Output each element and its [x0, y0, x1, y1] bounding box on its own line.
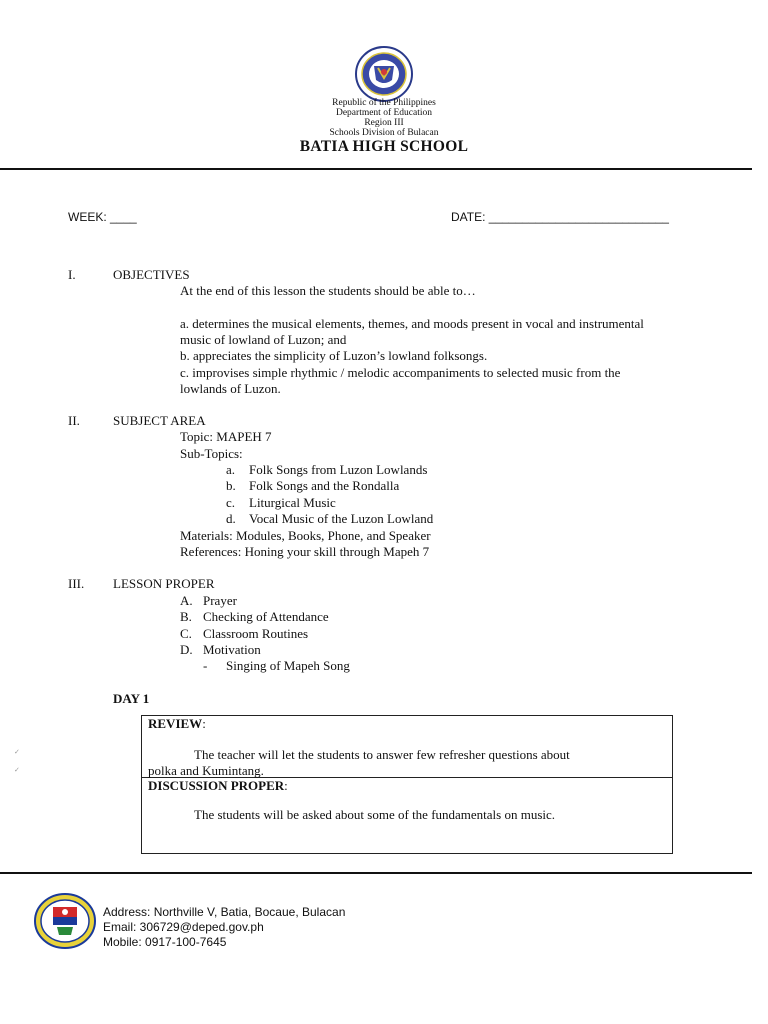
- subtopic-letter: c.: [226, 495, 236, 510]
- subtopic-item: Liturgical Music: [249, 495, 336, 510]
- footer-divider: [0, 872, 752, 874]
- day-heading: DAY 1: [113, 691, 150, 706]
- subtopic-item: Vocal Music of the Luzon Lowland: [249, 511, 434, 526]
- objectives-intro: At the end of this lesson the students should be able to…: [180, 283, 476, 298]
- discussion-label: DISCUSSION PROPER: [148, 778, 285, 793]
- subtopic-item: Folk Songs and the Rondalla: [249, 478, 400, 493]
- review-text-line2: polka and Kumintang.: [148, 763, 264, 778]
- objective-b: b. appreciates the simplicity of Luzon’s lowland folksongs.: [180, 348, 488, 363]
- footer-email: Email: 306729@deped.gov.ph: [103, 920, 264, 934]
- lesson-item: Checking of Attendance: [203, 609, 329, 624]
- lesson-letter: B.: [180, 609, 192, 624]
- section-2-number: II.: [68, 413, 80, 428]
- subtopics-label: Sub-Topics:: [180, 446, 243, 461]
- motivation-dash: -: [203, 658, 208, 673]
- footer-mobile: Mobile: 0917-100-7645: [103, 935, 227, 949]
- header-divider: [0, 168, 752, 170]
- school-seal-logo: [33, 893, 97, 949]
- objective-a-line2: music of lowland of Luzon; and: [180, 332, 347, 347]
- discussion-heading: [148, 778, 288, 794]
- subtopic-item: Folk Songs from Luzon Lowlands: [249, 462, 428, 477]
- deped-seal-logo: [342, 46, 426, 102]
- section-1-number: I.: [68, 267, 76, 282]
- week-field: WEEK: ____: [68, 210, 137, 224]
- header-line-department: Department of Education: [335, 108, 433, 118]
- lesson-item: Classroom Routines: [203, 626, 309, 641]
- lesson-letter: D.: [180, 642, 193, 657]
- objective-a-line1: a. determines the musical elements, themes, and moods present in vocal and instrumental: [180, 316, 644, 331]
- subtopic-letter: d.: [226, 511, 236, 526]
- review-heading: [148, 716, 206, 732]
- header-line-region: Region III: [364, 118, 404, 128]
- header-line-republic: Republic of the Philippines: [332, 98, 436, 108]
- objective-c-line1: c. improvises simple rhythmic / melodic accompaniments to selected music from the: [180, 365, 621, 380]
- header-line-division: Schools Division of Bulacan: [329, 128, 439, 138]
- date-field: DATE: ___________________________: [451, 210, 669, 224]
- topic-line: Topic: MAPEH 7: [180, 429, 272, 444]
- review-colon: :: [202, 716, 206, 731]
- lesson-item: Motivation: [203, 642, 261, 657]
- review-label: REVIEW: [148, 716, 203, 731]
- lesson-letter: A.: [180, 593, 193, 608]
- subtopic-letter: a.: [226, 462, 236, 477]
- discussion-colon: :: [284, 778, 288, 793]
- section-2-title: SUBJECT AREA: [113, 413, 206, 428]
- footer-address: Address: Northville V, Batia, Bocaue, Bulacan: [103, 905, 346, 919]
- section-3-title: LESSON PROPER: [113, 576, 215, 591]
- lesson-letter: C.: [180, 626, 192, 641]
- school-name: BATIA HIGH SCHOOL: [299, 138, 469, 155]
- motivation-sub-item: Singing of Mapeh Song: [226, 658, 350, 673]
- margin-mark: ✓: [14, 766, 20, 774]
- review-text-line1: The teacher will let the students to answer few refresher questions about: [194, 747, 570, 762]
- discussion-text: The students will be asked about some of the fundamentals on music.: [194, 807, 556, 822]
- margin-mark: ✓: [14, 748, 20, 756]
- lesson-item: Prayer: [203, 593, 237, 608]
- references-line: References: Honing your skill through Mapeh 7: [180, 544, 430, 559]
- section-3-number: III.: [68, 576, 85, 591]
- objective-c-line2: lowlands of Luzon.: [180, 381, 281, 396]
- materials-line: Materials: Modules, Books, Phone, and Speaker: [180, 528, 431, 543]
- subtopic-letter: b.: [226, 478, 236, 493]
- section-1-title: OBJECTIVES: [113, 267, 190, 282]
